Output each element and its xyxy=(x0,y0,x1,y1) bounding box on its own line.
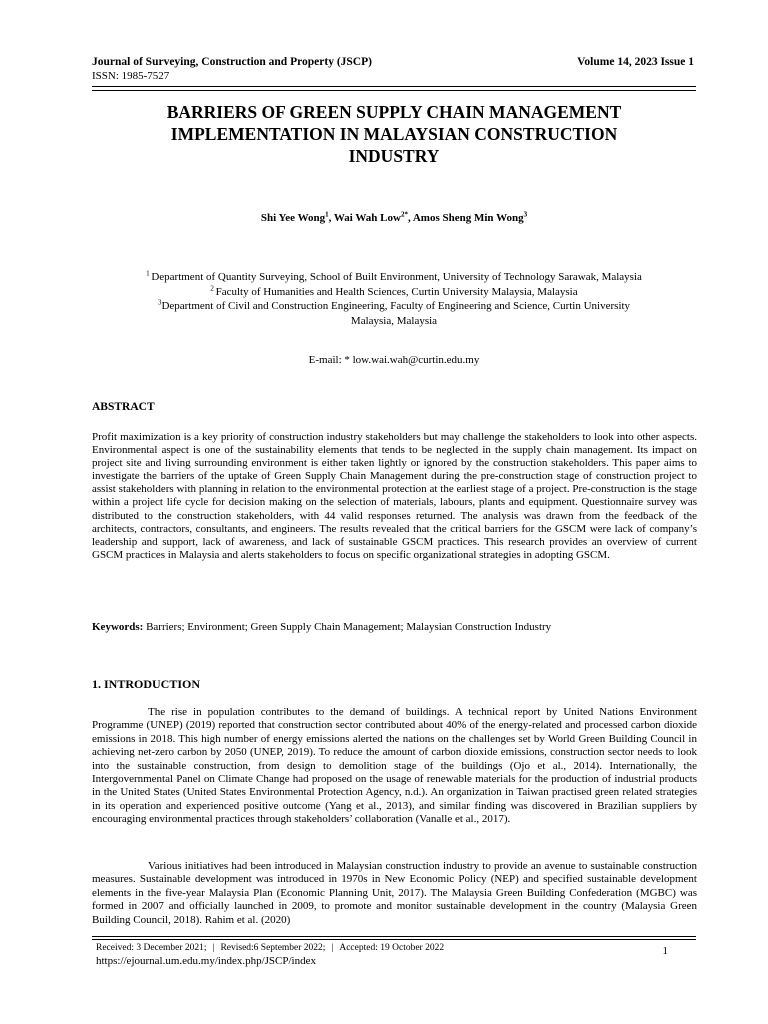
introduction-paragraph: Various initiatives had been introduced in Malaysian construction industry to provide an avenue to sustainable construction measures. Sustainable development was introduced in 1970s in New Economic Policy (NEP) and specified sustainable development elements in the five-year Malaysia Plan (Economic Planning Unit, 2017). The Malaysia Green Building Confederation (MGBC) was formed in 2007 and officially launched in 2009, to promote and monitor sustainable development in the country (Malaysia Green Building Council, 2018). Rahim et al. (2020) xyxy=(92,860,697,926)
received-date: Received: 3 December 2021; xyxy=(96,943,207,953)
paper-title xyxy=(92,101,696,167)
author-name: Shi Yee Wong xyxy=(260,212,326,224)
affiliation-mark: 1 xyxy=(146,269,152,278)
title-line: INDUSTRY xyxy=(348,146,440,166)
footer-rule xyxy=(92,936,696,937)
date-separator: | xyxy=(331,943,334,953)
revised-date: Revised:6 September 2022; xyxy=(220,943,326,953)
corresponding-email[interactable]: E-mail: * low.wai.wah@curtin.edu.my xyxy=(308,354,480,366)
author-affiliation-mark: 2* xyxy=(400,210,408,219)
affiliation-line xyxy=(92,314,696,329)
title-line: IMPLEMENTATION IN MALAYSIAN CONSTRUCTION xyxy=(170,124,618,144)
affiliation-text: Faculty of Humanities and Health Sciences, Curtin University Malaysia, Malaysia xyxy=(215,285,578,298)
submission-dates xyxy=(96,943,444,953)
author-separator: , xyxy=(328,212,334,224)
keywords-label: Keywords: xyxy=(92,621,144,633)
volume-issue: Volume 14, 2023 Issue 1 xyxy=(577,56,694,68)
affiliation-text: Department of Quantity Surveying, School of Built Environment, University of Technology Sarawak, Malaysia xyxy=(151,271,642,283)
page-number: 1 xyxy=(662,945,668,957)
journal-name: Journal of Surveying, Construction and Property (JSCP) xyxy=(92,56,372,68)
author-affiliation-mark: 3 xyxy=(523,210,528,219)
author-separator: , xyxy=(407,212,413,224)
footer-rule-thin xyxy=(92,939,696,940)
accepted-date: Accepted: 19 October 2022 xyxy=(339,943,445,953)
affiliation-mark: 2 xyxy=(210,284,216,293)
abstract-text: Profit maximization is a key priority of construction industry stakeholders but may challenge the stakeholders to look into other aspects. Environmental aspect is one of the sustainability elements that tends to be neglected in the supply chain management. Its impact on project site and living surrounding environment is either taken lightly or ignored by the construction stakeholders. This paper aims to investigate the barriers of the uptake of Green Supply Chain Management during the pre-construction stage of construction project to assist stakeholders with planning in relation to the environmental protection at the earliest stage of a project. Pre-construction is the stage within a project life cycle for decision making on the selection of materials, labours, plants and equipment. Questionnaire survey was distributed to the construction stakeholders, with 44 valid responses returned. The analysis was drawn from the feedback of the architects, contractors, consultants, and engineers. The results revealed that the critical barriers for the GSCM were lack of company’s leadership and support, lack of awareness, and lack of sustainable GSCM practices. This research provides an overview of current GSCM practices in Malaysia and alerts stakeholders to focus on specific organizational strategies in adopting GSCM. xyxy=(92,431,697,561)
journal-page xyxy=(92,0,696,1024)
date-separator: | xyxy=(212,943,215,953)
affiliation-text: Malaysia, Malaysia xyxy=(350,315,438,328)
affiliation-line xyxy=(92,299,696,314)
affiliation-text: Department of Civil and Construction Engineering, Faculty of Engineering and Science, Curtin University xyxy=(161,300,631,313)
introduction-heading: 1. INTRODUCTION xyxy=(92,677,201,691)
introduction-paragraph: The rise in population contributes to the demand of buildings. A technical report by United Nations Environment Programme (UNEP) (2019) reported that construction sector contributed about 40% of the energy-related and processed carbon dioxide emissions in 2018. This high number of energy emissions alerted the nations on the challenges set by World Green Building Council in achieving net-zero carbon by 2050 (UNEP, 2019). To reduce the amount of carbon dioxide emissions, construction sector needs to look into the sustainable construction, from design to demolition stage of the buildings (Ojo et al., 2014). Internationally, the Intergovernmental Panel on Climate Change had proposed on the usage of renewable materials for the production of industrial products in the United States (United States Environmental Protection Agency, n.d.). An organization in Taiwan practised green related strategies in its operation and experienced positive outcome (Yang et al., 2013), and similar finding was discovered in Brazilian suppliers by encouraging environmental practices through stakeholders’ collaboration (Vanalle et al., 2017). xyxy=(92,706,697,826)
title-line: BARRIERS OF GREEN SUPPLY CHAIN MANAGEMENT xyxy=(166,102,622,122)
issn: ISSN: 1985-7527 xyxy=(92,70,170,82)
affiliation-line xyxy=(92,270,696,285)
header-rule xyxy=(92,86,696,87)
header-rule-thin xyxy=(92,90,696,91)
author-list xyxy=(92,212,696,224)
author-name: Amos Sheng Min Wong xyxy=(412,212,524,224)
keywords xyxy=(92,621,551,633)
author-affiliation-mark: 1 xyxy=(325,210,329,219)
journal-url-link[interactable]: https://ejournal.um.edu.my/index.php/JSCP/index xyxy=(96,955,316,967)
running-header xyxy=(92,56,696,70)
affiliations xyxy=(92,270,696,329)
affiliation-mark: 3 xyxy=(157,298,162,307)
author-name: Wai Wah Low xyxy=(333,212,401,224)
keywords-text: Barriers; Environment; Green Supply Chain Management; Malaysian Construction Industry xyxy=(143,621,552,633)
affiliation-line xyxy=(92,285,696,300)
abstract-heading: ABSTRACT xyxy=(92,401,155,413)
